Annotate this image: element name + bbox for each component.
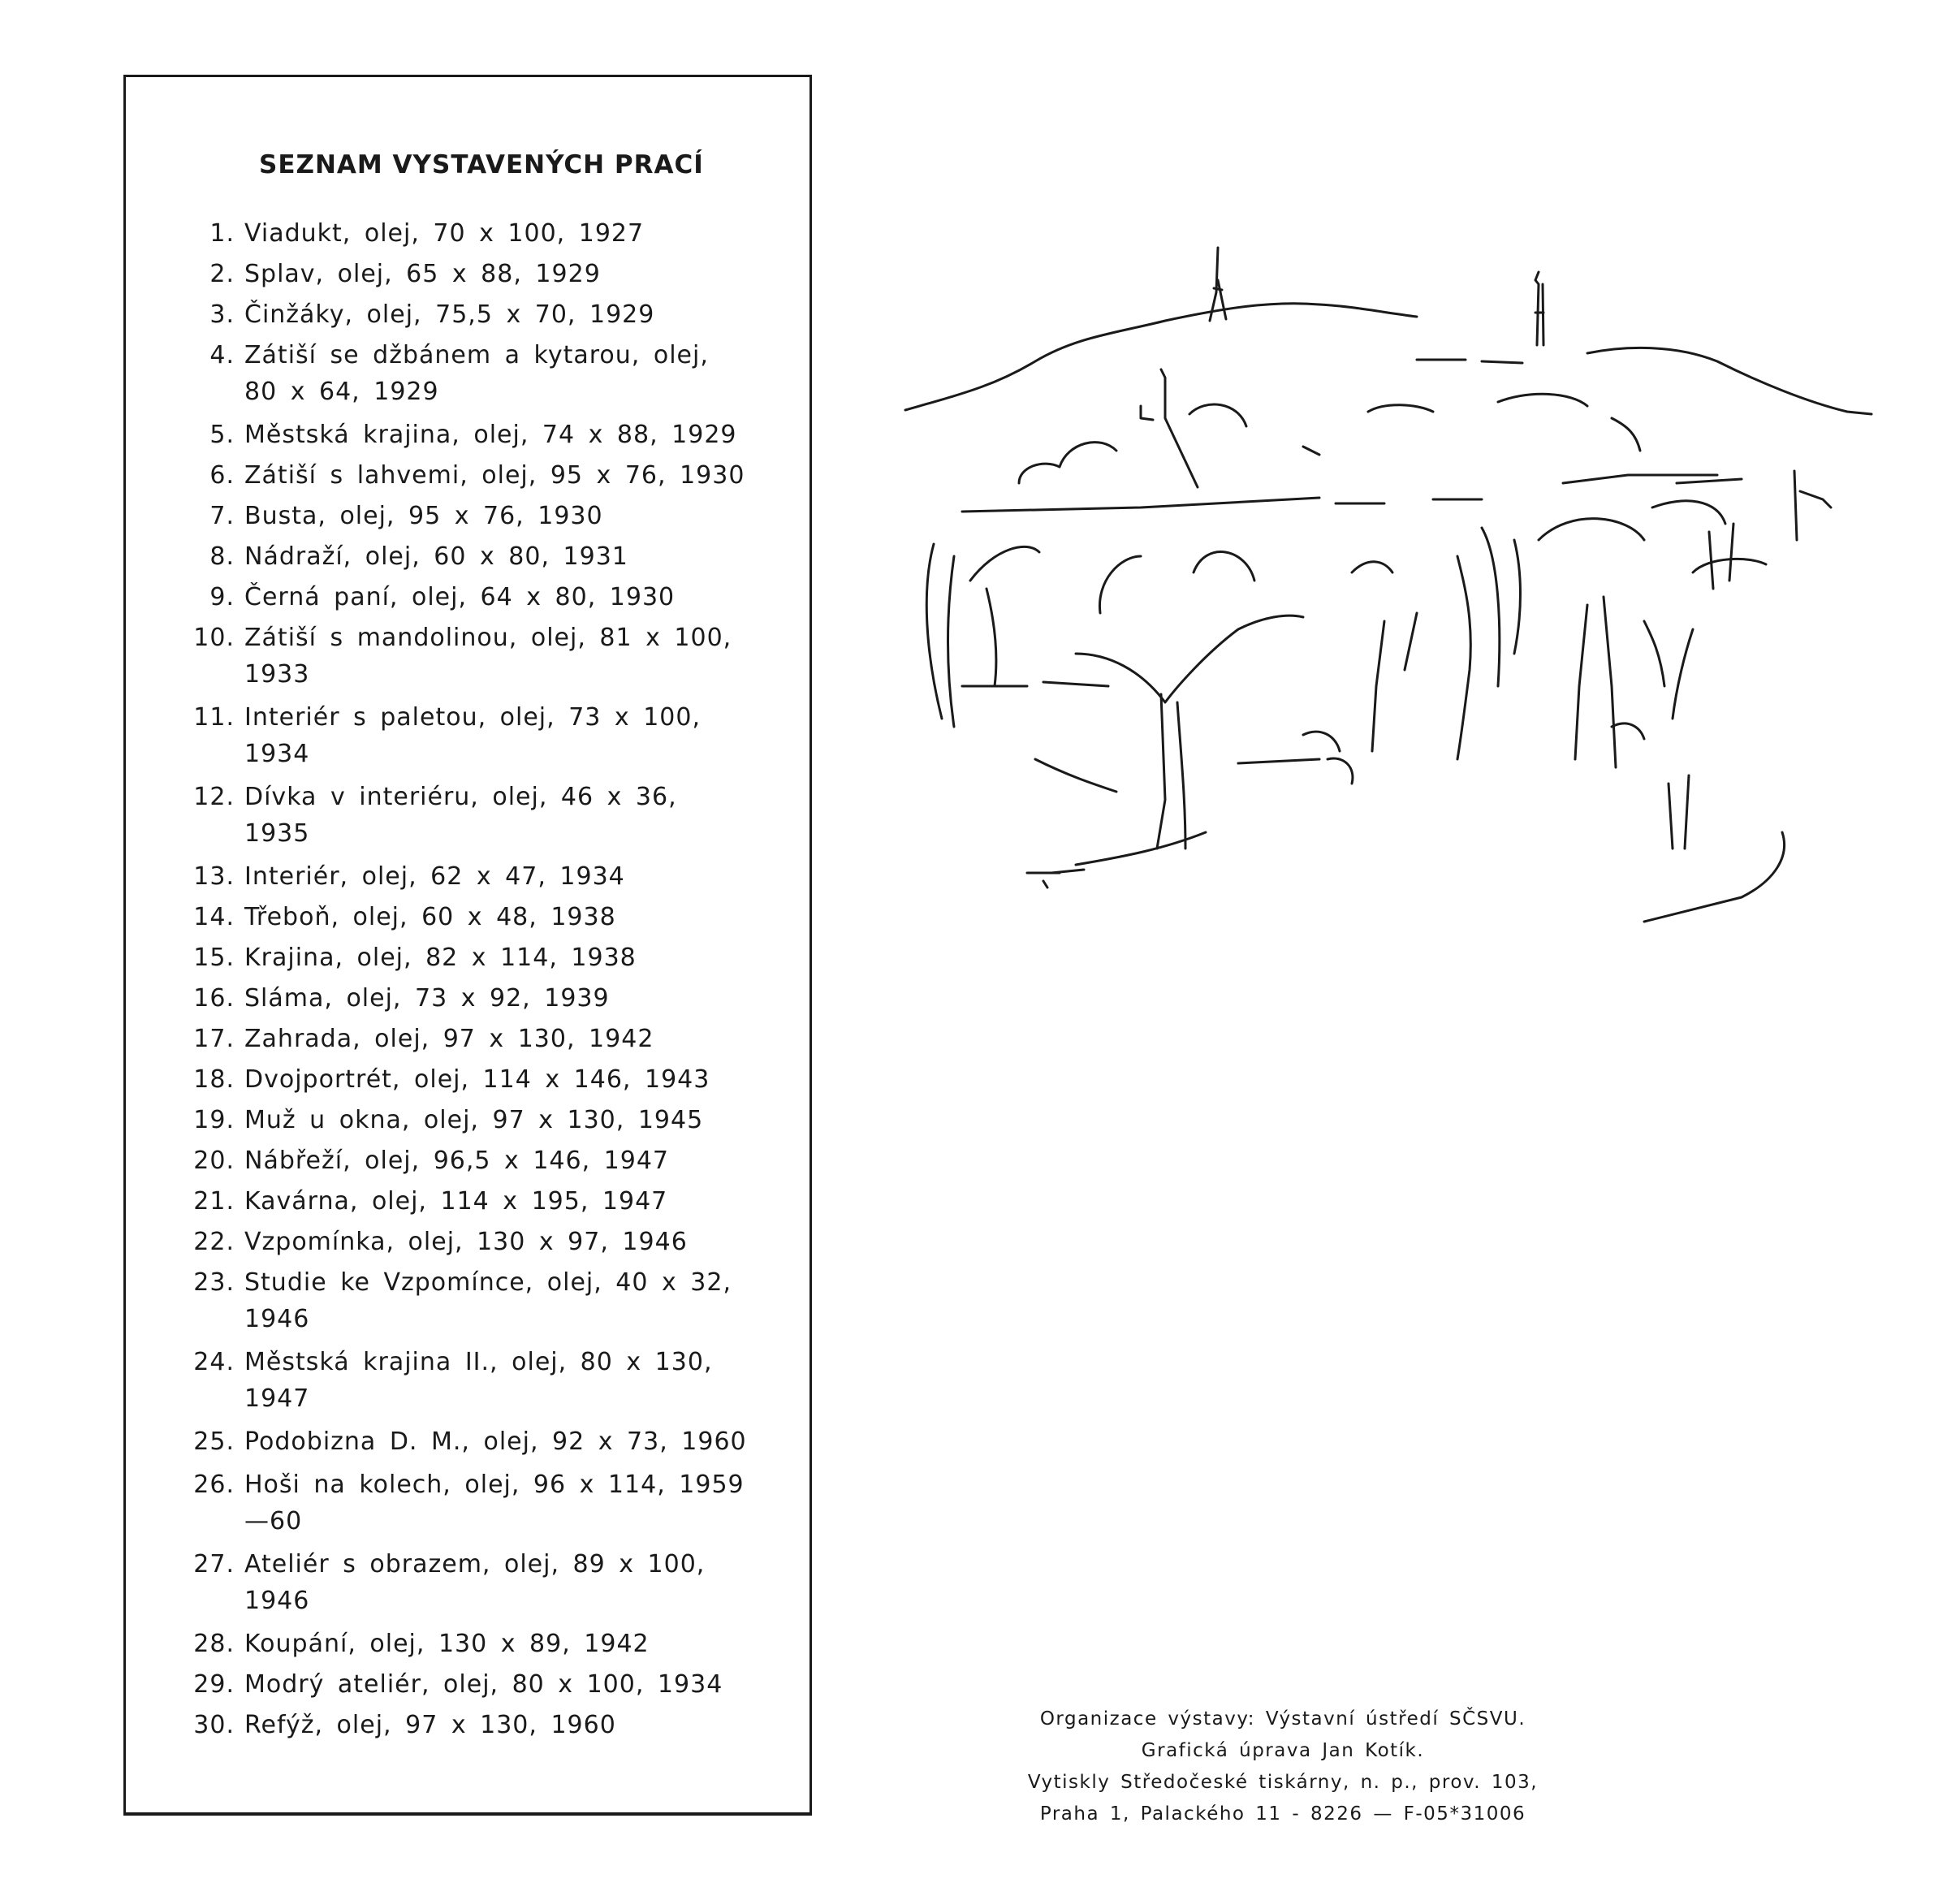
list-item-number: 6.: [209, 461, 235, 490]
list-item-number: 2.: [209, 260, 235, 288]
cloud-5: [1498, 394, 1587, 406]
list-item-text: Refýž, olej, 97 x 130, 1960: [244, 1711, 616, 1739]
list-item-text: Kavárna, olej, 114 x 195, 1947: [244, 1187, 668, 1216]
list-item: [166, 215, 751, 252]
list-item: [166, 256, 751, 292]
list-item-text: Podobizna D. M., olej, 92 x 73, 1960: [244, 1427, 747, 1456]
ground-line-5: [1027, 870, 1084, 873]
list-item-number: 23.: [193, 1268, 235, 1297]
list-item-number: 25.: [193, 1427, 235, 1456]
list-item: [166, 1344, 751, 1417]
credit-organizer: Organizace výstavy: Výstavní ústředí SČSVU.: [1039, 1708, 1526, 1730]
list-item-text: Interiér, olej, 62 x 47, 1934: [244, 862, 625, 891]
church: [1141, 369, 1198, 487]
list-item: [166, 1707, 751, 1743]
list-item-text: Činžáky, olej, 75,5 x 70, 1929: [244, 300, 655, 329]
list-item: [166, 899, 751, 935]
list-item: [166, 337, 751, 410]
list-item-number: 26.: [193, 1471, 235, 1499]
list-item: [166, 498, 751, 534]
list-item: [166, 980, 751, 1017]
list-item-text: Dívka v interiéru, olej, 46 x 36, 1935: [244, 783, 677, 848]
list-item-text: Hoši na kolech, olej, 96 x 114, 1959—60: [244, 1471, 745, 1535]
list-item: [166, 579, 751, 615]
list-item-text: Busta, olej, 95 x 76, 1930: [244, 502, 603, 530]
list-item-number: 14.: [193, 903, 235, 931]
list-item-text: Černá paní, olej, 64 x 80, 1930: [244, 583, 676, 611]
list-item: [166, 939, 751, 976]
list-item-text: Koupání, olej, 130 x 89, 1942: [244, 1630, 650, 1658]
credits: [974, 1704, 1591, 1830]
list-item: [166, 1102, 751, 1138]
list-item-number: 9.: [209, 583, 235, 611]
list-item-number: 4.: [209, 341, 235, 369]
chimney-right: [1794, 471, 1831, 540]
landscape-drawing: [897, 231, 1884, 926]
list-item-text: Třeboň, olej, 60 x 48, 1938: [244, 903, 616, 931]
list-item-text: Muž u okna, olej, 97 x 130, 1945: [244, 1106, 704, 1134]
list-item-text: Nádraží, olej, 60 x 80, 1931: [244, 542, 628, 571]
list-item-number: 28.: [193, 1630, 235, 1658]
list-item-number: 20.: [193, 1147, 235, 1175]
list-item: [166, 699, 751, 772]
hill-mid: [1319, 304, 1417, 317]
list-item: [166, 1224, 751, 1260]
roof-line-mid: [1336, 499, 1482, 503]
cloud-6: [1612, 418, 1640, 451]
bush-3: [1612, 723, 1644, 739]
list-item-number: 13.: [193, 862, 235, 891]
list-item-text: Městská krajina, olej, 74 x 88, 1929: [244, 421, 737, 449]
road-curve: [1644, 832, 1785, 922]
list-item-text: Dvojportrét, olej, 114 x 146, 1943: [244, 1065, 710, 1094]
list-item-number: 15.: [193, 944, 235, 972]
tree-arc-left-2: [970, 546, 1039, 686]
list-item-text: Interiér s paletou, olej, 73 x 100, 1934: [244, 703, 702, 768]
list-item-text: Zahrada, olej, 97 x 130, 1942: [244, 1025, 654, 1053]
tree-right-crown: [1539, 501, 1725, 540]
tree-right-far: [1693, 524, 1766, 589]
cloud-2: [1019, 443, 1116, 483]
list-item-number: 18.: [193, 1065, 235, 1094]
list-item: [166, 457, 751, 494]
ground-line-1: [962, 682, 1108, 686]
list-item-text: Krajina, olej, 82 x 114, 1938: [244, 944, 637, 972]
stem-lines: [1372, 613, 1417, 751]
tower-right: [1535, 272, 1543, 345]
list-item-number: 17.: [193, 1025, 235, 1053]
list-item-number: 12.: [193, 783, 235, 811]
list-item-text: Nábřeží, olej, 96,5 x 146, 1947: [244, 1147, 670, 1175]
tick-mark: [1043, 881, 1047, 888]
list-item-text: Viadukt, olej, 70 x 100, 1927: [244, 219, 645, 248]
list-item-number: 29.: [193, 1670, 235, 1699]
list-item: [166, 1546, 751, 1619]
list-item: [166, 538, 751, 575]
list-item-number: 30.: [193, 1711, 235, 1739]
list-item: [166, 1666, 751, 1703]
list-item: [166, 620, 751, 693]
works-list: [166, 215, 751, 1747]
list-item-number: 3.: [209, 300, 235, 329]
list-item-number: 21.: [193, 1187, 235, 1216]
list-item-text: Ateliér s obrazem, olej, 89 x 100, 1946: [244, 1550, 706, 1615]
list-item: [166, 1423, 751, 1460]
list-item-number: 24.: [193, 1348, 235, 1376]
ground-line-2: [1035, 759, 1116, 792]
tree-crown-center: [1099, 552, 1254, 613]
hill-right: [1417, 348, 1871, 414]
tree-right-3: [1575, 597, 1616, 767]
list-item: [166, 296, 751, 333]
list-item: [166, 1183, 751, 1220]
tree-arc-left: [926, 544, 954, 727]
list-item: [166, 1021, 751, 1057]
roof-line-right: [1563, 475, 1742, 483]
list-item-text: Vzpomínka, olej, 130 x 97, 1946: [244, 1228, 688, 1256]
cloud-4: [1303, 447, 1319, 455]
works-list-frame: [123, 75, 812, 1816]
list-item: [166, 1061, 751, 1098]
list-item-number: 5.: [209, 421, 235, 449]
bush-2: [1303, 732, 1353, 784]
ground-line-3: [1238, 759, 1319, 763]
tree-right-1: [1457, 556, 1470, 759]
roof-line-left: [962, 498, 1319, 512]
credit-printer: Vytiskly Středočeské tiskárny, n. p., prov. 103,: [1027, 1772, 1539, 1793]
tree-right-lines: [1644, 621, 1693, 719]
tree-branches-center: [1076, 615, 1303, 702]
list-item-number: 11.: [193, 703, 235, 732]
credit-address: Praha 1, Palackého 11 - 8226 — F-05*31006: [1039, 1803, 1526, 1825]
list-item: [166, 1466, 751, 1540]
list-item: [166, 779, 751, 852]
hill-left: [905, 304, 1319, 410]
list-item: [166, 1142, 751, 1179]
list-item-number: 22.: [193, 1228, 235, 1256]
list-item-text: Sláma, olej, 73 x 92, 1939: [244, 984, 610, 1013]
tree-right-2: [1482, 528, 1521, 686]
list-item-text: Městská krajina II., olej, 80 x 130, 1947: [244, 1348, 713, 1413]
list-item-text: Zátiší s mandolinou, olej, 81 x 100, 1933: [244, 624, 732, 689]
stem-lines-2: [1669, 775, 1689, 849]
list-item-number: 16.: [193, 984, 235, 1013]
list-item-number: 1.: [209, 219, 235, 248]
list-item: [166, 858, 751, 895]
list-item: [166, 1264, 751, 1337]
list-title: SEZNAM VYSTAVENÝCH PRACÍ: [259, 150, 704, 179]
list-item-number: 7.: [209, 502, 235, 530]
credit-design: Grafická úprava Jan Kotík.: [1141, 1740, 1425, 1761]
list-item-number: 19.: [193, 1106, 235, 1134]
list-item-number: 27.: [193, 1550, 235, 1579]
tree-trunk-center: [1157, 694, 1185, 849]
cloud-1: [1189, 404, 1246, 426]
list-item-text: Studie ke Vzpomínce, olej, 40 x 32, 1946: [244, 1268, 732, 1333]
list-item-text: Modrý ateliér, olej, 80 x 100, 1934: [244, 1670, 723, 1699]
list-item-text: Zátiší se džbánem a kytarou, olej, 80 x 64, 1929: [244, 341, 709, 406]
list-item: [166, 1626, 751, 1662]
list-item-text: Splav, olej, 65 x 88, 1929: [244, 260, 601, 288]
list-item-text: Zátiší s lahvemi, olej, 95 x 76, 1930: [244, 461, 745, 490]
list-item-number: 10.: [193, 624, 235, 652]
list-item-number: 8.: [209, 542, 235, 571]
list-item: [166, 417, 751, 453]
bush-1: [1352, 562, 1392, 572]
cloud-3: [1368, 405, 1433, 412]
